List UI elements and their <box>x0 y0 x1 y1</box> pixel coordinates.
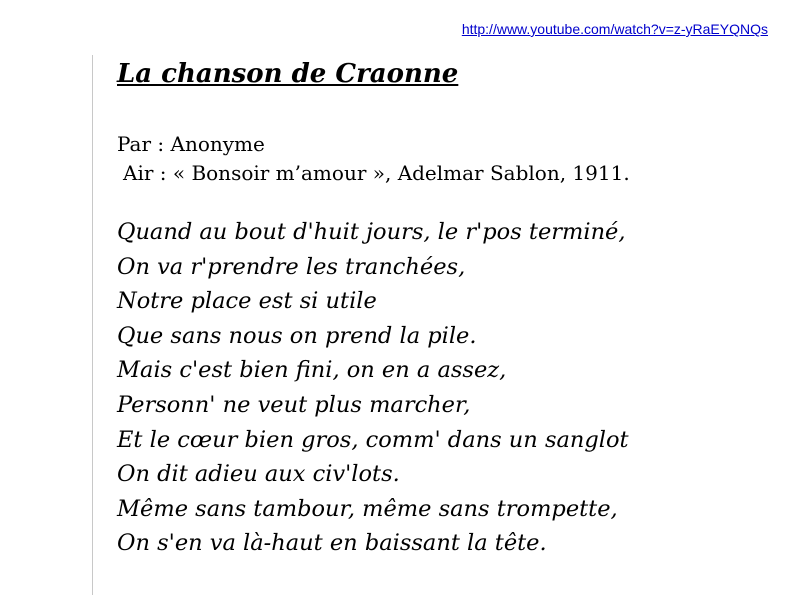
verse-line-10: On s'en va là-haut en baissant la tête. <box>117 530 547 557</box>
song-meta <box>117 130 777 188</box>
verse-line-7: Et le cœur bien gros, comm' dans un sanglot <box>117 426 629 453</box>
verse-line-5: Mais c'est bien fini, on en a assez, <box>117 357 507 384</box>
verse-line-2: On va r'prendre les tranchées, <box>117 253 466 280</box>
youtube-link[interactable]: http://www.youtube.com/watch?v=z-yRaEYQNQs <box>461 21 768 37</box>
author-line: Par : Anonyme <box>117 132 265 156</box>
verse-line-1: Quand au bout d'huit jours, le r'pos terminé, <box>117 219 626 245</box>
song-content <box>117 54 777 561</box>
verse-line-9: Même sans tambour, même sans trompette, <box>117 495 618 522</box>
verse-line-4: Que sans nous on prend la pile. <box>117 322 477 349</box>
verse <box>117 215 777 561</box>
verse-line-6: Personn' ne veut plus marcher, <box>117 391 471 418</box>
song-title: La chanson de Craonne <box>117 59 459 89</box>
air-line: Air : « Bonsoir m’amour », Adelmar Sablon, 1911. <box>123 161 630 185</box>
margin-divider <box>92 55 93 595</box>
verse-line-8: On dit adieu aux civ'lots. <box>117 461 400 488</box>
verse-line-3: Notre place est si utile <box>117 288 377 315</box>
